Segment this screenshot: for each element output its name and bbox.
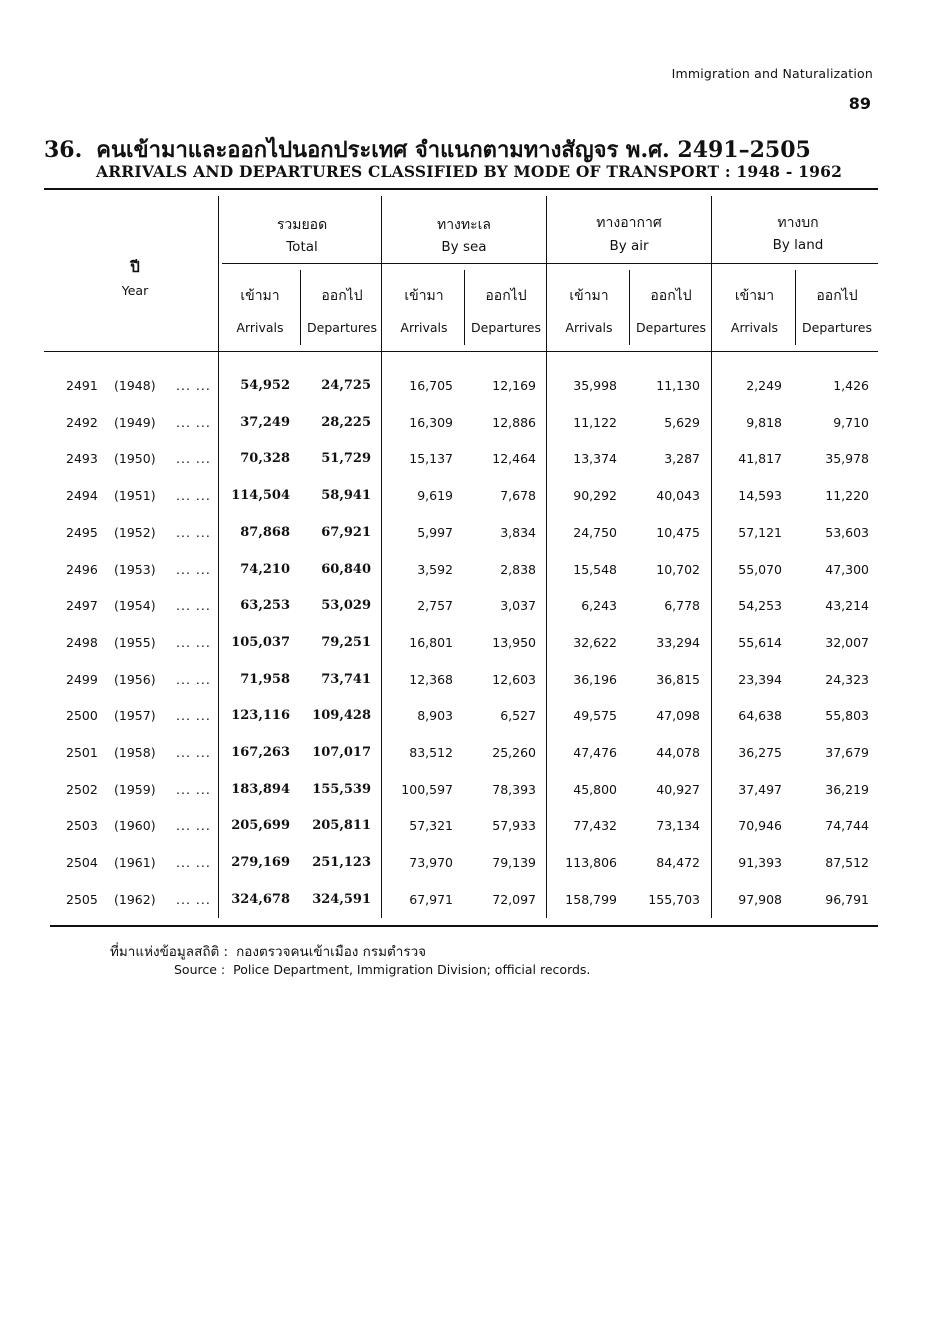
cell-total-arrivals: 324,678 bbox=[231, 891, 290, 907]
year-ce: (1959) bbox=[114, 781, 156, 797]
cell-land-departures: 36,219 bbox=[825, 781, 869, 797]
year-ce: (1949) bbox=[114, 414, 156, 430]
cell-sea-departures: 2,838 bbox=[500, 561, 536, 577]
table-row bbox=[0, 488, 941, 508]
leader-dots: ... ... bbox=[176, 781, 211, 797]
sub-header-english: Arrivals bbox=[730, 320, 779, 335]
cell-air-arrivals: 13,374 bbox=[573, 451, 617, 467]
cell-air-departures: 5,629 bbox=[664, 414, 700, 430]
year-be: 2501 bbox=[66, 745, 98, 760]
cell-total-departures: 67,921 bbox=[321, 524, 371, 540]
cell-air-arrivals: 11,122 bbox=[573, 414, 617, 430]
cell-sea-arrivals: 2,757 bbox=[417, 598, 453, 614]
cell-air-arrivals: 49,575 bbox=[573, 708, 617, 724]
cell-land-departures: 24,323 bbox=[825, 671, 869, 687]
year-ce: (1960) bbox=[114, 818, 156, 834]
cell-air-arrivals: 47,476 bbox=[573, 745, 617, 760]
cell-sea-arrivals: 9,619 bbox=[417, 488, 453, 504]
cell-sea-arrivals: 16,309 bbox=[409, 414, 453, 430]
source-note-thai bbox=[110, 940, 426, 962]
source-text-english: Police Department, Immigration Division; official records. bbox=[233, 962, 591, 977]
cell-total-departures: 79,251 bbox=[321, 634, 371, 650]
year-ce: (1953) bbox=[114, 561, 156, 577]
cell-land-arrivals: 91,393 bbox=[738, 855, 782, 871]
cell-air-departures: 33,294 bbox=[656, 634, 700, 650]
leader-dots: ... ... bbox=[176, 524, 211, 540]
year-ce: (1958) bbox=[114, 745, 156, 760]
leader-dots: ... ... bbox=[176, 378, 211, 393]
cell-total-departures: 251,123 bbox=[312, 855, 371, 871]
cell-sea-arrivals: 100,597 bbox=[401, 781, 453, 797]
cell-air-departures: 73,134 bbox=[656, 818, 700, 834]
divider-year bbox=[218, 196, 219, 918]
cell-land-arrivals: 97,908 bbox=[738, 891, 782, 907]
cell-land-departures: 43,214 bbox=[825, 598, 869, 614]
cell-land-departures: 87,512 bbox=[825, 855, 869, 871]
cell-land-departures: 47,300 bbox=[825, 561, 869, 577]
cell-total-departures: 58,941 bbox=[321, 488, 371, 504]
year-be: 2502 bbox=[66, 781, 98, 797]
cell-total-departures: 155,539 bbox=[312, 781, 371, 797]
cell-sea-arrivals: 15,137 bbox=[409, 451, 453, 467]
cell-air-departures: 10,702 bbox=[656, 561, 700, 577]
cell-total-arrivals: 63,253 bbox=[240, 598, 290, 614]
cell-sea-arrivals: 83,512 bbox=[409, 745, 453, 760]
cell-sea-departures: 79,139 bbox=[492, 855, 536, 871]
cell-sea-arrivals: 16,801 bbox=[409, 634, 453, 650]
year-header-english: Year bbox=[121, 283, 149, 298]
cell-land-arrivals: 57,121 bbox=[738, 524, 782, 540]
year-ce: (1952) bbox=[114, 524, 156, 540]
table-row bbox=[0, 672, 941, 692]
table-row bbox=[0, 451, 941, 471]
cell-air-arrivals: 45,800 bbox=[573, 781, 617, 797]
year-be: 2505 bbox=[66, 891, 98, 907]
year-header-thai: ปี bbox=[130, 258, 140, 276]
cell-total-departures: 53,029 bbox=[321, 598, 371, 614]
table-row bbox=[0, 415, 941, 435]
cell-land-arrivals: 70,946 bbox=[738, 818, 782, 834]
cell-air-departures: 84,472 bbox=[656, 855, 700, 871]
sub-header-english: Departures bbox=[307, 320, 377, 335]
cell-total-arrivals: 123,116 bbox=[231, 708, 290, 724]
cell-air-arrivals: 77,432 bbox=[573, 818, 617, 834]
cell-land-departures: 35,978 bbox=[825, 451, 869, 467]
sub-header-thai: ออกไป bbox=[650, 288, 692, 304]
table-title-english: ARRIVALS AND DEPARTURES CLASSIFIED BY MODE OF TRANSPORT : 1948 - 1962 bbox=[96, 162, 843, 181]
sub-header-english: Arrivals bbox=[400, 320, 448, 335]
cell-sea-arrivals: 57,321 bbox=[409, 818, 453, 834]
cell-sea-departures: 12,464 bbox=[492, 451, 536, 467]
sub-header-english: Departures bbox=[636, 320, 706, 335]
year-ce: (1961) bbox=[114, 855, 156, 871]
cell-total-arrivals: 37,249 bbox=[240, 414, 290, 430]
table-row bbox=[0, 818, 941, 838]
cell-land-arrivals: 14,593 bbox=[738, 488, 782, 504]
leader-dots: ... ... bbox=[176, 561, 211, 577]
table-row bbox=[0, 525, 941, 545]
cell-land-departures: 32,007 bbox=[825, 634, 869, 650]
cell-air-arrivals: 158,799 bbox=[565, 891, 617, 907]
cell-total-departures: 107,017 bbox=[312, 745, 371, 760]
group-sea-thai: ทางทะเล bbox=[436, 217, 492, 233]
cell-total-arrivals: 205,699 bbox=[231, 818, 290, 834]
leader-dots: ... ... bbox=[176, 671, 211, 687]
cell-air-arrivals: 15,548 bbox=[573, 561, 617, 577]
cell-total-arrivals: 279,169 bbox=[231, 855, 290, 871]
sub-header-thai: เข้ามา bbox=[734, 288, 775, 304]
cell-sea-departures: 7,678 bbox=[500, 488, 536, 504]
cell-air-arrivals: 113,806 bbox=[565, 855, 617, 871]
cell-total-departures: 109,428 bbox=[312, 708, 371, 724]
source-label-thai: ที่มาแห่งข้อมูลสถิติ : bbox=[110, 944, 229, 960]
leader-dots: ... ... bbox=[176, 598, 211, 614]
year-ce: (1951) bbox=[114, 488, 156, 504]
cell-total-arrivals: 114,504 bbox=[231, 488, 290, 504]
cell-sea-departures: 12,886 bbox=[492, 414, 536, 430]
leader-dots: ... ... bbox=[176, 745, 211, 760]
bottom-rule bbox=[50, 925, 878, 927]
cell-air-arrivals: 6,243 bbox=[581, 598, 617, 614]
page-number: 89 bbox=[848, 94, 871, 113]
cell-total-departures: 73,741 bbox=[321, 671, 371, 687]
sub-header-thai: เข้ามา bbox=[569, 288, 609, 304]
cell-sea-departures: 78,393 bbox=[492, 781, 536, 797]
cell-sea-arrivals: 8,903 bbox=[417, 708, 453, 724]
table-number: 36. bbox=[44, 137, 83, 163]
cell-air-departures: 40,927 bbox=[656, 781, 700, 797]
leader-dots: ... ... bbox=[176, 488, 211, 504]
cell-land-arrivals: 55,614 bbox=[738, 634, 782, 650]
group-underline bbox=[222, 263, 878, 264]
table-row bbox=[0, 598, 941, 618]
cell-air-departures: 10,475 bbox=[656, 524, 700, 540]
year-be: 2496 bbox=[66, 561, 98, 577]
year-be: 2504 bbox=[66, 855, 98, 871]
cell-sea-departures: 3,037 bbox=[500, 598, 536, 614]
table-row bbox=[0, 562, 941, 582]
sub-header-english: Departures bbox=[802, 320, 872, 335]
year-be: 2503 bbox=[66, 818, 98, 834]
cell-land-arrivals: 54,253 bbox=[738, 598, 782, 614]
year-be: 2497 bbox=[66, 598, 98, 614]
cell-land-arrivals: 37,497 bbox=[738, 781, 782, 797]
source-text-thai: กองตรวจคนเข้าเมือง กรมตำรวจ bbox=[236, 944, 427, 960]
cell-total-arrivals: 183,894 bbox=[231, 781, 290, 797]
cell-sea-arrivals: 3,592 bbox=[417, 561, 453, 577]
cell-air-arrivals: 90,292 bbox=[573, 488, 617, 504]
sub-header-english: Arrivals bbox=[565, 320, 613, 335]
source-label-english: Source : bbox=[174, 962, 226, 977]
leader-dots: ... ... bbox=[176, 891, 211, 907]
group-air-thai: ทางอากาศ bbox=[596, 215, 662, 231]
table-row bbox=[0, 708, 941, 728]
cell-sea-departures: 72,097 bbox=[492, 891, 536, 907]
table-row bbox=[0, 745, 941, 765]
group-total-english: Total bbox=[286, 239, 318, 255]
group-land-thai: ทางบก bbox=[777, 215, 819, 231]
table-row bbox=[0, 855, 941, 875]
sub-header-english: Arrivals bbox=[236, 320, 284, 335]
cell-sea-departures: 12,603 bbox=[492, 671, 536, 687]
year-be: 2500 bbox=[66, 708, 98, 724]
cell-land-departures: 9,710 bbox=[833, 414, 869, 430]
year-ce: (1948) bbox=[114, 378, 156, 393]
cell-sea-arrivals: 67,971 bbox=[409, 891, 453, 907]
title-thai-text: คนเข้ามาและออกไปนอกประเทศ จำแนกตามทางสัญจร พ.ศ. 2491–2505 bbox=[96, 137, 811, 163]
table-row bbox=[0, 635, 941, 655]
cell-land-departures: 74,744 bbox=[825, 818, 869, 834]
top-rule bbox=[44, 188, 878, 190]
group-sea-english: By sea bbox=[441, 239, 487, 255]
cell-air-departures: 6,778 bbox=[664, 598, 700, 614]
cell-land-arrivals: 2,249 bbox=[746, 378, 782, 393]
cell-sea-arrivals: 73,970 bbox=[409, 855, 453, 871]
leader-dots: ... ... bbox=[176, 451, 211, 467]
cell-total-arrivals: 105,037 bbox=[231, 634, 290, 650]
year-be: 2491 bbox=[66, 378, 98, 393]
cell-sea-departures: 6,527 bbox=[500, 708, 536, 724]
year-ce: (1957) bbox=[114, 708, 156, 724]
cell-land-departures: 55,803 bbox=[825, 708, 869, 724]
year-ce: (1956) bbox=[114, 671, 156, 687]
cell-land-arrivals: 64,638 bbox=[738, 708, 782, 724]
cell-sea-arrivals: 16,705 bbox=[409, 378, 453, 393]
leader-dots: ... ... bbox=[176, 855, 211, 871]
cell-air-departures: 47,098 bbox=[656, 708, 700, 724]
sub-header-thai: ออกไป bbox=[485, 288, 527, 304]
cell-total-departures: 60,840 bbox=[321, 561, 371, 577]
cell-sea-arrivals: 12,368 bbox=[409, 671, 453, 687]
year-ce: (1954) bbox=[114, 598, 156, 614]
cell-air-departures: 36,815 bbox=[656, 671, 700, 687]
cell-land-arrivals: 41,817 bbox=[738, 451, 782, 467]
cell-land-arrivals: 36,275 bbox=[738, 745, 782, 760]
cell-land-departures: 53,603 bbox=[825, 524, 869, 540]
cell-total-arrivals: 70,328 bbox=[240, 451, 290, 467]
cell-total-departures: 205,811 bbox=[312, 818, 371, 834]
cell-total-arrivals: 87,868 bbox=[240, 524, 290, 540]
cell-air-departures: 3,287 bbox=[664, 451, 700, 467]
year-be: 2495 bbox=[66, 524, 98, 540]
cell-total-departures: 24,725 bbox=[321, 378, 371, 393]
sub-header-thai: เข้ามา bbox=[404, 288, 444, 304]
year-be: 2499 bbox=[66, 671, 98, 687]
cell-sea-arrivals: 5,997 bbox=[417, 524, 453, 540]
sub-header-english: Departures bbox=[471, 320, 541, 335]
cell-land-departures: 96,791 bbox=[825, 891, 869, 907]
cell-sea-departures: 3,834 bbox=[500, 524, 536, 540]
cell-total-arrivals: 71,958 bbox=[240, 671, 290, 687]
cell-total-departures: 51,729 bbox=[321, 451, 371, 467]
cell-air-arrivals: 32,622 bbox=[573, 634, 617, 650]
leader-dots: ... ... bbox=[176, 414, 211, 430]
cell-land-arrivals: 9,818 bbox=[746, 414, 782, 430]
table-row bbox=[0, 782, 941, 802]
year-ce: (1950) bbox=[114, 451, 156, 467]
cell-total-arrivals: 74,210 bbox=[240, 561, 290, 577]
header-bottom-rule bbox=[44, 351, 878, 352]
year-be: 2498 bbox=[66, 634, 98, 650]
cell-land-arrivals: 23,394 bbox=[738, 671, 782, 687]
cell-sea-departures: 12,169 bbox=[492, 378, 536, 393]
cell-air-departures: 44,078 bbox=[656, 745, 700, 760]
leader-dots: ... ... bbox=[176, 634, 211, 650]
cell-total-departures: 324,591 bbox=[312, 891, 371, 907]
year-ce: (1962) bbox=[114, 891, 156, 907]
table-row bbox=[0, 378, 941, 398]
cell-total-departures: 28,225 bbox=[321, 414, 371, 430]
leader-dots: ... ... bbox=[176, 708, 211, 724]
cell-sea-departures: 13,950 bbox=[492, 634, 536, 650]
cell-air-arrivals: 35,998 bbox=[573, 378, 617, 393]
group-total-thai: รวมยอด bbox=[276, 217, 328, 233]
table-row bbox=[0, 892, 941, 912]
source-note-english bbox=[174, 962, 590, 977]
year-be: 2492 bbox=[66, 414, 98, 430]
group-land-english: By land bbox=[772, 237, 824, 253]
year-be: 2494 bbox=[66, 488, 98, 504]
cell-air-departures: 155,703 bbox=[648, 891, 700, 907]
sub-header-thai: ออกไป bbox=[321, 288, 363, 304]
cell-air-arrivals: 36,196 bbox=[573, 671, 617, 687]
year-be: 2493 bbox=[66, 451, 98, 467]
cell-air-departures: 11,130 bbox=[656, 378, 700, 393]
sub-header-thai: เข้ามา bbox=[240, 288, 280, 304]
cell-total-arrivals: 167,263 bbox=[231, 745, 290, 760]
group-air-english: By air bbox=[609, 238, 649, 254]
sub-header-thai: ออกไป bbox=[816, 288, 858, 304]
leader-dots: ... ... bbox=[176, 818, 211, 834]
running-head: Immigration and Naturalization bbox=[671, 66, 873, 81]
cell-air-departures: 40,043 bbox=[656, 488, 700, 504]
cell-total-arrivals: 54,952 bbox=[240, 378, 290, 393]
cell-land-departures: 11,220 bbox=[825, 488, 869, 504]
year-ce: (1955) bbox=[114, 634, 156, 650]
cell-air-arrivals: 24,750 bbox=[573, 524, 617, 540]
cell-land-departures: 37,679 bbox=[825, 745, 869, 760]
cell-land-arrivals: 55,070 bbox=[738, 561, 782, 577]
cell-sea-departures: 25,260 bbox=[492, 745, 536, 760]
cell-sea-departures: 57,933 bbox=[492, 818, 536, 834]
cell-land-departures: 1,426 bbox=[833, 378, 869, 393]
